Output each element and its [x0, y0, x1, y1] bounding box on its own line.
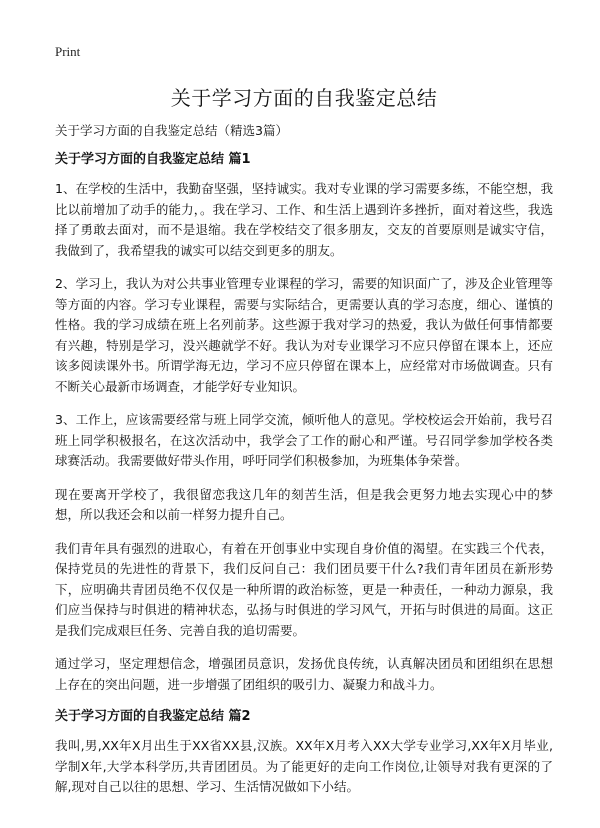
paragraph: 通过学习，坚定理想信念，增强团员意识，发扬优良传统，认真解决团员和团组织在思想上存在的突出问题，进一步增强了团组织的吸引力、凝聚力和战斗力。	[55, 656, 553, 692]
section-heading-1: 关于学习方面的自我鉴定总结 篇1	[55, 152, 251, 167]
section-heading-2: 关于学习方面的自我鉴定总结 篇2	[55, 709, 251, 724]
print-link[interactable]: Print	[55, 44, 81, 59]
paragraph: 现在要离开学校了，我很留恋我这几年的刻苦生活，但是我会更努力地去实现心中的梦想，所以我还会和以前一样努力提升自己。	[55, 486, 553, 522]
paragraph: 1、在学校的生活中，我勤奋坚强，坚持诚实。我对专业课的学习需要多练，不能空想，我比以前增加了动手的能力，。我在学习、工作、和生活上遇到许多挫折，面对着这些，我选择了勇敢去面对，而不是退缩。我在学校结交了很多朋友，交友的首要原则是诚实守信，我做到了，我希望我的诚实可以结交到更多的朋友。	[55, 181, 553, 258]
document-subtitle: 关于学习方面的自我鉴定总结（精选3篇）	[55, 123, 288, 138]
paragraph: 我叫,男,XX年X月出生于XX省XX县,汉族。XX年X月考入XX大学专业学习,XX年X月毕业,学制X年,大学本科学历,共青团团员。为了能更好的走向工作岗位,让领导对我有更深的了解,现对自己以往的思想、学习、生活情况做如下小结。	[55, 738, 553, 794]
paragraph: 2、学习上，我认为对公共事业管理专业课程的学习，需要的知识面广了，涉及企业管理等等方面的内容。学习专业课程，需要与实际结合，更需要认真的学习态度，细心、谨慎的性格。我的学习成绩在班上名列前茅。这些源于我对学习的热爱，我认为做任何事情都要有兴趣，特别是学习，没兴趣就学不好。我认为对专业课学习不应只停留在课本上，还应该多阅读课外书。所谓学海无边，学习不应只停留在课本上，应经常对市场做调查。只有不断关心最新市场调查，才能学好专业知识。	[55, 276, 553, 394]
paragraph: 我们青年具有强烈的进取心，有着在开创事业中实现自身价值的渴望。在实践三个代表，保持党员的先进性的背景下，我们反问自己：我们团员要干什么?我们青年团员在新形势下，应明确共青团员绝不仅仅是一种所谓的政治标签，更是一种责任，一种动力源泉，我们应当保持与时俱进的精神状态，弘扬与时俱进的学习风气，开拓与时俱进的局面。这正是我们完成艰巨任务、完善自我的追切需要。	[55, 540, 553, 638]
document-title: 关于学习方面的自我鉴定总结	[170, 86, 438, 110]
document-body	[55, 150, 553, 811]
paragraph: 3、工作上，应该需要经常与班上同学交流，倾听他人的意见。学校校运会开始前，我号召班上同学积极报名，在这次活动中，我学会了工作的耐心和严谨。号召同学参加学校各类球赛活动。我需要做好带头作用，呼吁同学们积极参加，为班集体争荣誉。	[55, 412, 553, 468]
